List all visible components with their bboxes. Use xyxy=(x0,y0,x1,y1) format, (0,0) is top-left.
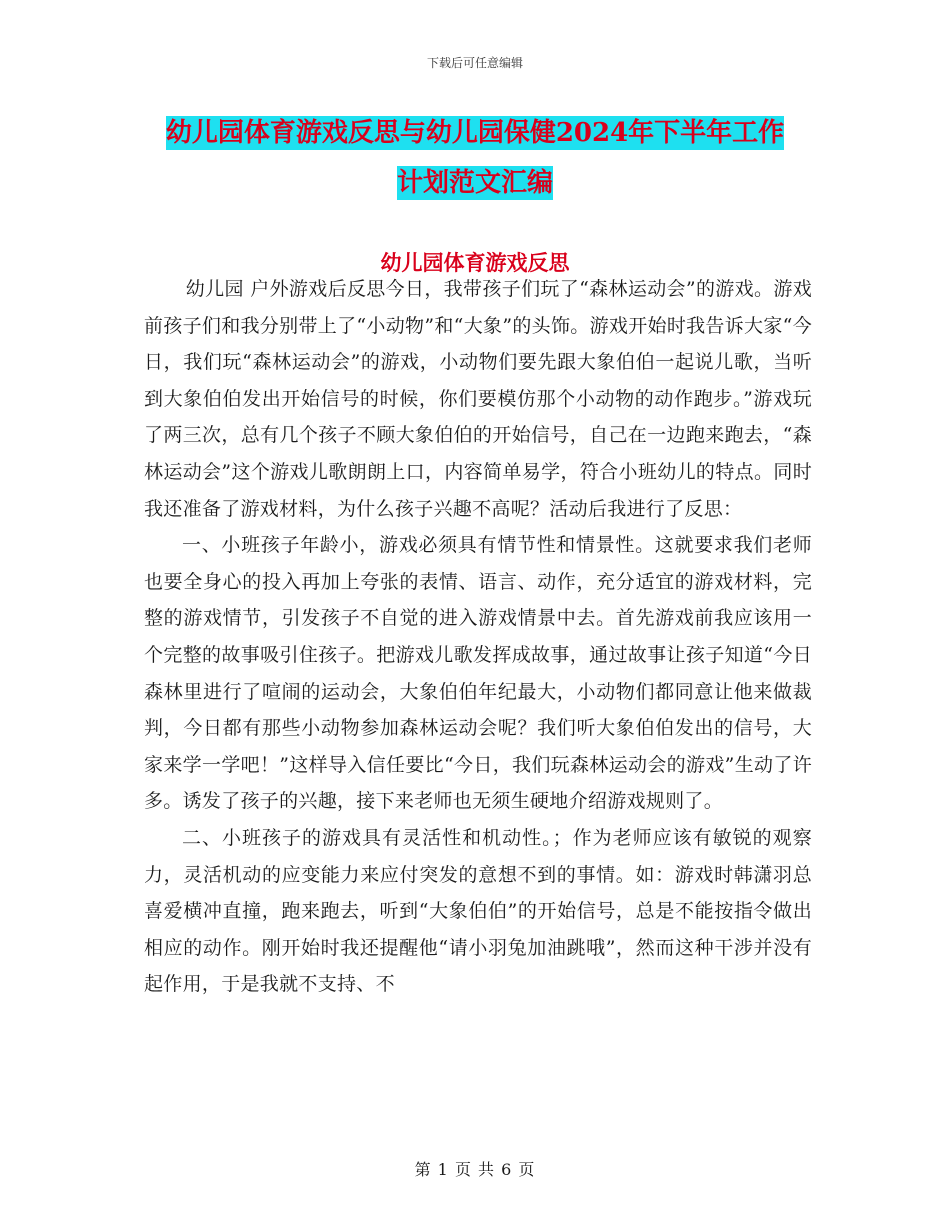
section-title: 幼儿园体育游戏反思 xyxy=(380,250,570,275)
document-title xyxy=(140,108,810,208)
header-note: 下载后可任意编辑 xyxy=(426,56,523,70)
page-footer: 第 1 页 共 6 页 xyxy=(414,1160,536,1179)
document-title-line-1: 幼儿园体育游戏反思与幼儿园保健2024年下半年工作 xyxy=(165,118,785,148)
document-body xyxy=(144,271,812,1003)
paragraph: 二、小班孩子的游戏具有灵活性和机动性。；作为老师应该有敏锐的观察力，灵活机动的应变能力来应付突发的意想不到的事情。如：游戏时韩潇羽总喜爱横冲直撞，跑来跑去，听到“大象伯伯”的开始信号，总是不能按指令做出相应的动作。刚开始时我还提醒他“请小羽兔加油跳哦”，然而这种干涉并没有起作用，于是我就不支持、不 xyxy=(144,826,812,996)
document-title-line-2: 计划范文汇编 xyxy=(396,168,553,198)
paragraph: 幼儿园 户外游戏后反思今日，我带孩子们玩了“森林运动会”的游戏。游戏前孩子们和我分别带上了“小动物”和“大象”的头饰。游戏开始时我告诉大家“今日，我们玩“森林运动会”的游戏，小动物们要先跟大象伯伯一起说儿歌，当听到大象伯伯发出开始信号的时候，你们要模仿那个小动物的动作跑步。”游戏玩了两三次，总有几个孩子不顾大象伯伯的开始信号，自己在一边跑来跑去，“森林运动会”这个游戏儿歌朗朗上口，内容简单易学，符合小班幼儿的特点。同时我还准备了游戏材料，为什么孩子兴趣不高呢？活动后我进行了反思： xyxy=(144,278,812,520)
paragraph: 一、小班孩子年龄小，游戏必须具有情节性和情景性。这就要求我们老师也要全身心的投入再加上夸张的表情、语言、动作，充分适宜的游戏材料，完整的游戏情节，引发孩子不自觉的进入游戏情景中去。首先游戏前我应该用一个完整的故事吸引住孩子。把游戏儿歌发挥成故事，通过故事让孩子知道“今日森林里进行了喧闹的运动会，大象伯伯年纪最大，小动物们都同意让他来做裁判，今日都有那些小动物参加森林运动会呢？我们听大象伯伯发出的信号，大家来学一学吧！”这样导入信任要比“今日，我们玩森林运动会的游戏”生动了许多。诱发了孩子的兴趣，接下来老师也无须生硬地介绍游戏规则了。 xyxy=(144,534,812,813)
